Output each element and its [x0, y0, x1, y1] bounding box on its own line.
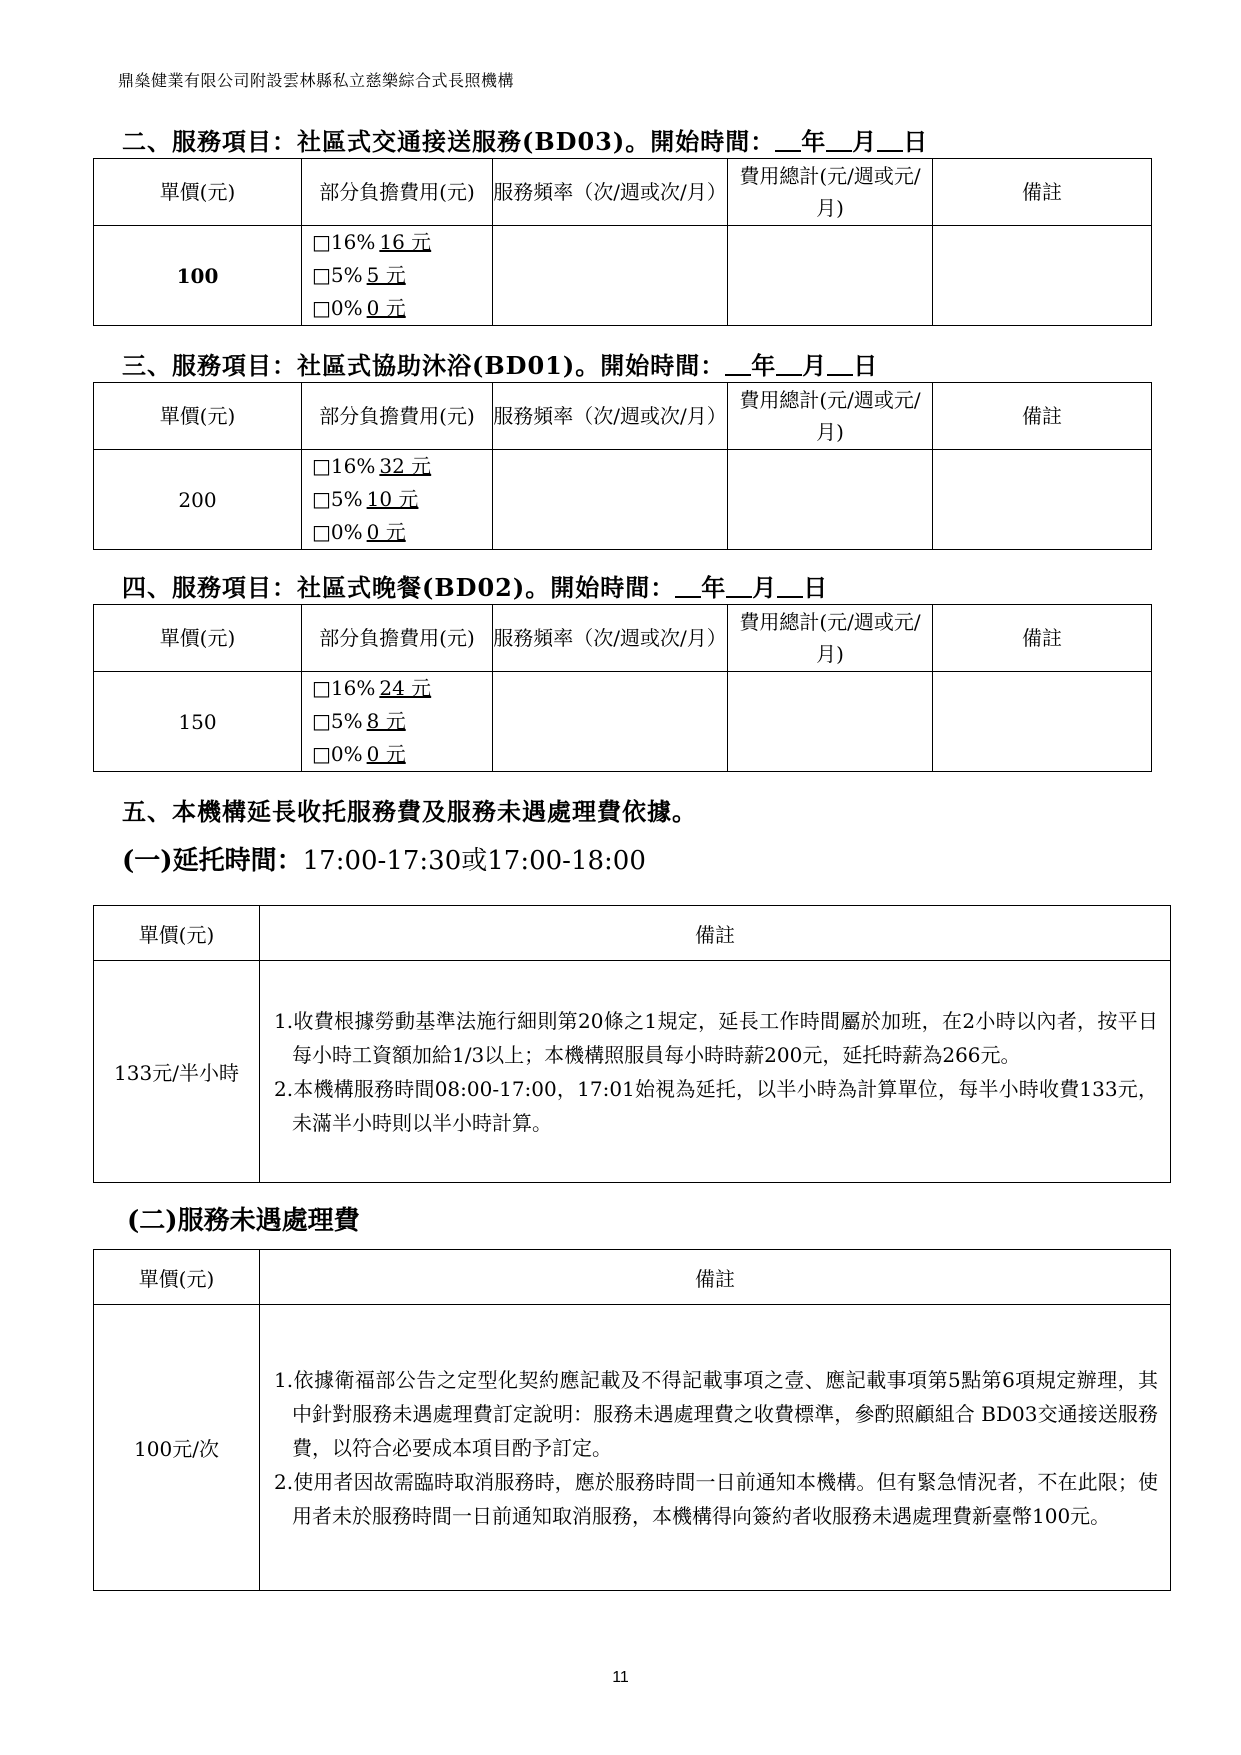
- year-label: 年: [801, 127, 827, 156]
- note-item: 2.本機構服務時間08:00-17:00，17:01始視為延托，以半小時為計算單位，每半小時收費133元，未滿半小時則以半小時計算。: [274, 1076, 1158, 1135]
- service-title-text: 二、服務項目：社區式交通接送服務(BD03)。開始時間：: [122, 127, 776, 156]
- unit-price-value: 200: [94, 450, 302, 550]
- missed-service-table: [93, 1249, 1171, 1591]
- option-amount: 16 元: [379, 230, 432, 254]
- year-blank: [775, 130, 801, 152]
- day-blank: [877, 130, 903, 152]
- service-title-text: 三、服務項目：社區式協助沐浴(BD01)。開始時間：: [122, 351, 726, 380]
- option-label: □0%: [312, 742, 363, 766]
- missed-service-label: (二)服務未遇處理費: [127, 1206, 360, 1236]
- header-unit-price: 單價(元): [94, 1250, 260, 1305]
- frequency-field[interactable]: [493, 450, 728, 550]
- frequency-field[interactable]: [493, 672, 728, 772]
- copay-options: [302, 672, 493, 772]
- header-frequency: 服務頻率（次/週或次/月）: [493, 383, 728, 450]
- year-label: 年: [751, 351, 777, 380]
- section5-title: 五、本機構延長收托服務費及服務未遇處理費依據。: [122, 797, 697, 826]
- month-blank: [726, 576, 752, 598]
- service-table-bd03: [93, 158, 1152, 326]
- header-copay: 部分負擔費用(元): [302, 159, 493, 226]
- unit-price-value: 100: [94, 226, 302, 326]
- month-blank: [776, 354, 802, 376]
- page-header: 鼎燊健業有限公司附設雲林縣私立慈樂綜合式長照機構: [118, 71, 515, 90]
- option-label: □16%: [312, 676, 376, 700]
- header-remarks: 備註: [933, 383, 1152, 450]
- option-label: □0%: [312, 296, 363, 320]
- day-blank: [777, 576, 803, 598]
- year-blank: [725, 354, 751, 376]
- day-blank: [827, 354, 853, 376]
- option-label: □0%: [312, 520, 363, 544]
- page-number: 11: [612, 1669, 629, 1686]
- missed-service-title: [127, 1200, 360, 1237]
- header-frequency: 服務頻率（次/週或次/月）: [493, 159, 728, 226]
- note-item: 1.收費根據勞動基準法施行細則第20條之1規定，延長工作時間屬於加班，在2小時以內者，按平日每小時工資額加給1/3以上；本機構照服員每小時時薪200元，延托時薪為266元。: [274, 1008, 1158, 1067]
- header-unit-price: 單價(元): [94, 605, 302, 672]
- option-amount: 0 元: [366, 520, 406, 544]
- note-item: 2.使用者因故需臨時取消服務時，應於服務時間一日前通知本機構。但有緊急情況者，不在此限；使用者未於服務時間一日前通知取消服務，本機構得向簽約者收服務未遇處理費新臺幣100元。: [274, 1469, 1158, 1528]
- option-label: □5%: [312, 487, 363, 511]
- remarks-field[interactable]: [933, 672, 1152, 772]
- service-title-text: 四、服務項目：社區式晚餐(BD02)。開始時間：: [122, 573, 676, 602]
- remarks-field[interactable]: [933, 450, 1152, 550]
- copay-option-5[interactable]: [312, 705, 492, 738]
- copay-option-5[interactable]: [312, 259, 492, 292]
- copay-options: [302, 450, 493, 550]
- header-remarks: 備註: [260, 906, 1171, 961]
- header-copay: 部分負擔費用(元): [302, 605, 493, 672]
- copay-option-0[interactable]: [312, 292, 492, 325]
- year-blank: [675, 576, 701, 598]
- service-title-bd02: [122, 568, 828, 603]
- extended-care-notes: [260, 961, 1171, 1183]
- month-blank: [826, 130, 852, 152]
- month-label: 月: [752, 573, 778, 602]
- copay-option-0[interactable]: [312, 516, 492, 549]
- extended-care-price: 133元/半小時: [94, 961, 260, 1183]
- option-amount: 10 元: [366, 487, 419, 511]
- extended-care-label: (一)延托時間：: [122, 846, 303, 876]
- header-remarks: 備註: [933, 605, 1152, 672]
- option-amount: 32 元: [379, 454, 432, 478]
- header-total: 費用總計(元/週或元/月): [728, 383, 933, 450]
- header-unit-price: 單價(元): [94, 906, 260, 961]
- option-label: □16%: [312, 230, 376, 254]
- remarks-field[interactable]: [933, 226, 1152, 326]
- total-field[interactable]: [728, 450, 933, 550]
- option-amount: 8 元: [366, 709, 406, 733]
- extended-care-hours: 17:00-17:30或17:00-18:00: [302, 846, 646, 876]
- day-label: 日: [853, 351, 879, 380]
- service-table-bd01: [93, 382, 1152, 550]
- year-label: 年: [701, 573, 727, 602]
- copay-option-16[interactable]: [312, 226, 492, 259]
- header-total: 費用總計(元/週或元/月): [728, 159, 933, 226]
- note-item: 1.依據衛福部公告之定型化契約應記載及不得記載事項之壹、應記載事項第5點第6項規定辦理，其中針對服務未遇處理費訂定說明：服務未遇處理費之收費標準，參酌照顧組合 BD03交通接送服務費，以符合必要成本項目酌予訂定。: [274, 1367, 1158, 1460]
- missed-service-notes: [260, 1305, 1171, 1591]
- total-field[interactable]: [728, 226, 933, 326]
- option-label: □16%: [312, 454, 376, 478]
- total-field[interactable]: [728, 672, 933, 772]
- header-remarks: 備註: [260, 1250, 1171, 1305]
- service-table-bd02: [93, 604, 1152, 772]
- header-total: 費用總計(元/週或元/月): [728, 605, 933, 672]
- option-amount: 0 元: [366, 742, 406, 766]
- service-title-bd03: [122, 122, 928, 157]
- copay-options: [302, 226, 493, 326]
- header-copay: 部分負擔費用(元): [302, 383, 493, 450]
- month-label: 月: [852, 127, 878, 156]
- frequency-field[interactable]: [493, 226, 728, 326]
- copay-option-16[interactable]: [312, 450, 492, 483]
- service-title-bd01: [122, 346, 878, 381]
- option-amount: 0 元: [366, 296, 406, 320]
- copay-option-0[interactable]: [312, 738, 492, 771]
- copay-option-5[interactable]: [312, 483, 492, 516]
- header-frequency: 服務頻率（次/週或次/月）: [493, 605, 728, 672]
- option-amount: 24 元: [379, 676, 432, 700]
- copay-option-16[interactable]: [312, 672, 492, 705]
- extended-care-time: [122, 840, 646, 877]
- option-amount: 5 元: [366, 263, 406, 287]
- day-label: 日: [903, 127, 929, 156]
- day-label: 日: [803, 573, 829, 602]
- option-label: □5%: [312, 709, 363, 733]
- header-remarks: 備註: [933, 159, 1152, 226]
- header-unit-price: 單價(元): [94, 383, 302, 450]
- option-label: □5%: [312, 263, 363, 287]
- unit-price-value: 150: [94, 672, 302, 772]
- header-unit-price: 單價(元): [94, 159, 302, 226]
- missed-service-price: 100元/次: [94, 1305, 260, 1591]
- extended-care-table: [93, 905, 1171, 1183]
- month-label: 月: [802, 351, 828, 380]
